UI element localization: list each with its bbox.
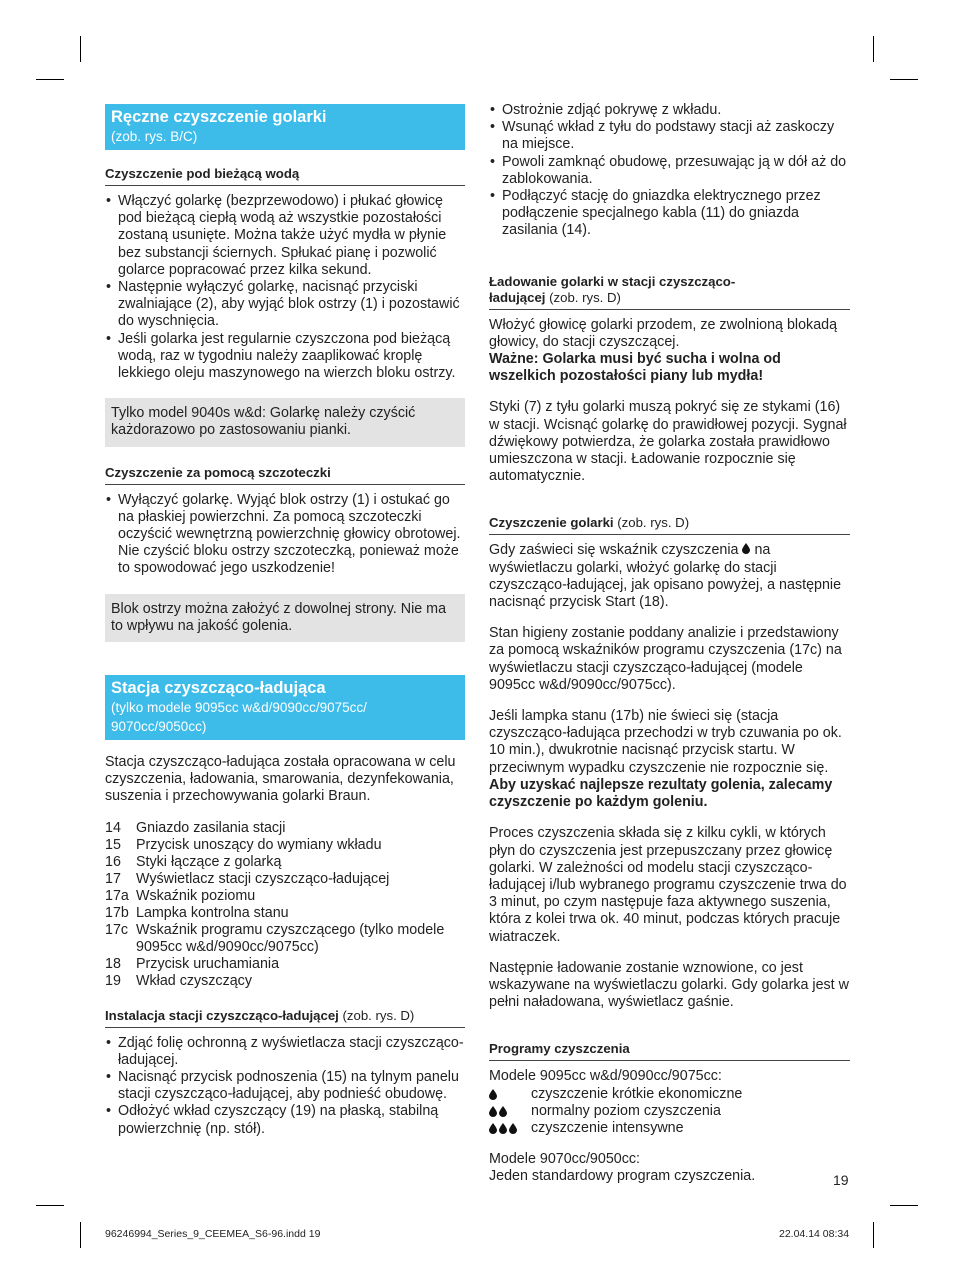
note-box: Tylko model 9040s w&d: Golarkę należy czyścić każdorazowo po zastosowaniu pianki. [105,398,465,446]
list-item: • Zdjąć folię ochronną z wyświetlacza stacji czyszcząco-ładującej. [105,1035,465,1069]
list-item: • Następnie wyłączyć golarkę, nacisnąć przyciski zwalniające (2), aby wyjąć blok ostrzy (1) i pozostawić do wyschnięcia. [105,279,465,331]
drop-icon [742,543,750,554]
part-label: Wyświetlacz stacji czyszcząco-ładującej [136,870,390,887]
paragraph: Styki (7) z tyłu golarki muszą pokryć się ze stykami (16) w stacji. Wcisnąć golarkę do prawidłowej pozycji. Sygnał dźwiękowy potwierdza, że golarka została prawidłowo umieszczona w stacji. Ładowanie rozpocznie się automatycznie. [489,399,847,485]
list-item: • Wsunąć wkład z tyłu do podstawy stacji aż zaskoczy na miejsce. [489,119,850,153]
bullet-list [105,193,465,382]
part-number: 17a [105,887,129,904]
part-label: Przycisk unoszący do wymiany wkładu [136,836,382,853]
models-label: Modele 9095cc w&d/9090cc/9075cc: [489,1068,722,1085]
left-column [105,104,465,1138]
paragraph: Następnie ładowanie zostanie wznowione, co jest wskazywane na wyświetlaczu golarki. Gdy golarka jest w pełni naładowana, wyświetlacz gaśnie. [489,959,849,1011]
subheading-charging [489,274,850,310]
subheading-brush-cleaning: Czyszczenie za pomocą szczoteczki [105,465,465,485]
part-number: 17 [105,870,121,887]
program-label: czyszczenie intensywne [531,1119,684,1136]
crop-mark [890,1205,918,1206]
footer-file-info: 96246994_Series_9_CEEMEA_S6-96.indd 19 [105,1228,321,1240]
section-banner-station [105,675,465,740]
drop-icon [509,1123,517,1134]
bullet-list [489,102,850,240]
part-label: Gniazdo zasilania stacji [136,819,286,836]
intro-paragraph: Stacja czyszcząco-ładująca została opracowana w celu czyszczenia, ładowania, smarowania, dezynfekowania, suszenia i przechowywania golarki Braun. [105,754,456,805]
part-number: 17b [105,904,129,921]
drop-icons [489,1089,531,1100]
subheading-running-water: Czyszczenie pod bieżącą wodą [105,166,465,186]
drop-icon [489,1089,497,1100]
figure-reference: (zob. rys. D) [617,515,690,531]
banner-subtitle: 9070cc/9050cc) [111,719,207,735]
crop-mark [36,1205,64,1206]
paragraph: Stan higieny zostanie poddany analizie i przedstawiony za pomocą wskaźników programu czyszczenia (17c) na wyświetlaczu stacji czyszcząco-ładującej (modele 9095cc w&d/9090cc/9075cc). [489,625,842,693]
models-label: Modele 9070cc/9050cc: [489,1151,641,1168]
paragraph: Jeśli lampka stanu (17b) nie świeci się (stacja czyszcząco-ładująca przechodzi w tryb czuwania po ok. 10 min.), dwukrotnie nacisnąć przycisk startu. W przeciwnym wypadku czyszczenie nie rozpocznie się. [489,708,842,776]
part-number: 17c [105,921,129,938]
paragraph: Włożyć głowicę golarki przodem, ze zwolnioną blokadą głowicy, do stacji czyszczącej. [489,316,838,350]
figure-reference: (zob. rys. D) [342,1007,415,1023]
banner-subtitle: (tylko modele 9095cc w&d/9090cc/9075cc/ [111,700,367,716]
warning-paragraph: Ważne: Golarka musi być sucha i wolna od wszelkich pozostałości piany lub mydła! [489,351,781,385]
bullet-list [105,492,465,578]
crop-mark [873,1222,874,1248]
paragraph-text: na wyświetlaczu golarki, włożyć golarkę do stacji czyszcząco-ładującej, jak opisano powyżej, a następnie nacisnąć przycisk Start (18). [489,542,842,611]
parts-list-row [105,973,465,990]
part-label: Wskaźnik programu czyszczącego (tylko modele 9095cc w&d/9090cc/9075cc) [136,921,445,955]
program-label: normalny poziom czyszczenia [531,1102,721,1119]
part-label: Lampka kontrolna stanu [136,904,289,921]
subheading-text: Czyszczenie golarki [489,515,614,531]
note-box: Blok ostrzy można założyć z dowolnej strony. Nie ma to wpływu na jakość golenia. [105,594,465,642]
crop-mark [873,36,874,62]
part-label: Przycisk uruchamiania [136,955,280,972]
paragraph: Proces czyszczenia składa się z kilku cykli, w których płyn do czyszczenia jest przepuszczany przez głowicę golarki. W zależności od modelu stacji czyszcząco-ładującej i/lub wybranego programu czyszczenie trwa do 3 minut, po czym następuje faza aktywnego suszenia, która z kolei trwa ok. 40 minut, podczas których pracuje wiatraczek. [489,825,847,945]
page-number: 19 [833,1172,849,1188]
parts-list-row [105,956,465,973]
parts-list [105,820,465,990]
program-label: czyszczenie krótkie ekonomiczne [531,1085,743,1102]
program-list [489,1086,850,1138]
subheading-installation [105,1008,465,1028]
subheading-text: ładującej [489,289,546,305]
list-item: • Włączyć golarkę (bezprzewodowo) i płukać głowicę pod bieżącą ciepłą wodą aż wszystkie pozostałości zostaną usunięte. Można także użyć mydła w płynie bez substancji ściernych. Spłukać pianę i pozwolić golarce popracować przez kilka sekund. [105,193,465,279]
paragraph: Jeden standardowy program czyszczenia. [489,1168,756,1185]
drop-icon [499,1123,507,1134]
parts-list-row [105,837,465,854]
part-label: Styki łączące z golarką [136,853,282,870]
list-item: • Powoli zamknąć obudowę, przesuwając ją w dół aż do zablokowania. [489,154,850,188]
paragraph-text: Gdy zaświeci się wskaźnik czyszczenia [489,542,739,559]
part-number: 19 [105,972,121,989]
subheading-text: Ładowanie golarki w stacji czyszcząco- [489,273,736,289]
program-row [489,1103,850,1120]
crop-mark [890,79,918,80]
list-item: • Ostrożnie zdjąć pokrywę z wkładu. [489,102,850,119]
paragraph [489,542,850,611]
drop-icons [489,1123,531,1134]
list-item: • Odłożyć wkład czyszczący (19) na płaską, stabilną powierzchnię (np. stół). [105,1103,465,1137]
parts-list-row [105,871,465,888]
part-label: Wkład czyszczący [136,972,252,989]
parts-list-row [105,820,465,837]
parts-list-row [105,905,465,922]
crop-mark [36,79,64,80]
subheading-text: Instalacja stacji czyszcząco-ładującej [105,1007,339,1023]
drop-icons [489,1106,531,1117]
drop-icon [489,1123,497,1134]
bullet-list [105,1035,465,1138]
figure-reference: (zob. rys. D) [549,289,621,305]
list-item: • Jeśli golarka jest regularnie czyszczona pod bieżącą wodą, raz w tygodniu należy zaaplikować kroplę lekkiego oleju maszynowego na wierzch bloku ostrzy. [105,331,465,383]
banner-title: Ręczne czyszczenie golarki [111,108,327,126]
list-item: • Wyłączyć golarkę. Wyjąć blok ostrzy (1) i ostukać go na płaskiej powierzchni. Za pomocą szczoteczki oczyścić wewnętrzną powierzchnię głowicy obrotowej. Nie czyścić bloku ostrzy szczoteczką, ponieważ może to spowodować jego uszkodzenie! [105,492,465,578]
parts-list-row [105,888,465,905]
parts-list-row [105,922,465,956]
section-banner-manual-cleaning [105,104,465,150]
list-item: • Podłączyć stację do gniazdka elektrycznego przez podłączenie specjalnego kabla (11) do gniazda zasilania (14). [489,188,850,240]
list-item: • Nacisnąć przycisk podnoszenia (15) na tylnym panelu stacji czyszcząco-ładującej, aby podnieść obudowę. [105,1069,465,1103]
banner-title: Stacja czyszcząco-ładująca [111,679,326,698]
subheading-cleaning [489,515,850,535]
part-number: 14 [105,819,121,836]
part-number: 16 [105,853,121,870]
part-number: 15 [105,836,121,853]
program-row [489,1120,850,1137]
subheading-programs: Programy czyszczenia [489,1041,850,1061]
program-row [489,1086,850,1103]
recommendation-paragraph: Aby uzyskać najlepsze rezultaty golenia, zalecamy czyszczenie po każdym goleniu. [489,776,833,811]
drop-icon [499,1106,507,1117]
footer-date: 22.04.14 08:34 [779,1228,850,1240]
drop-icon [489,1106,497,1117]
part-label: Wskaźnik poziomu [136,887,256,904]
crop-mark [80,36,81,62]
right-column [489,102,850,1186]
part-number: 18 [105,955,121,972]
crop-mark [80,1222,81,1248]
banner-subtitle: (zob. rys. B/C) [111,129,198,144]
parts-list-row [105,854,465,871]
